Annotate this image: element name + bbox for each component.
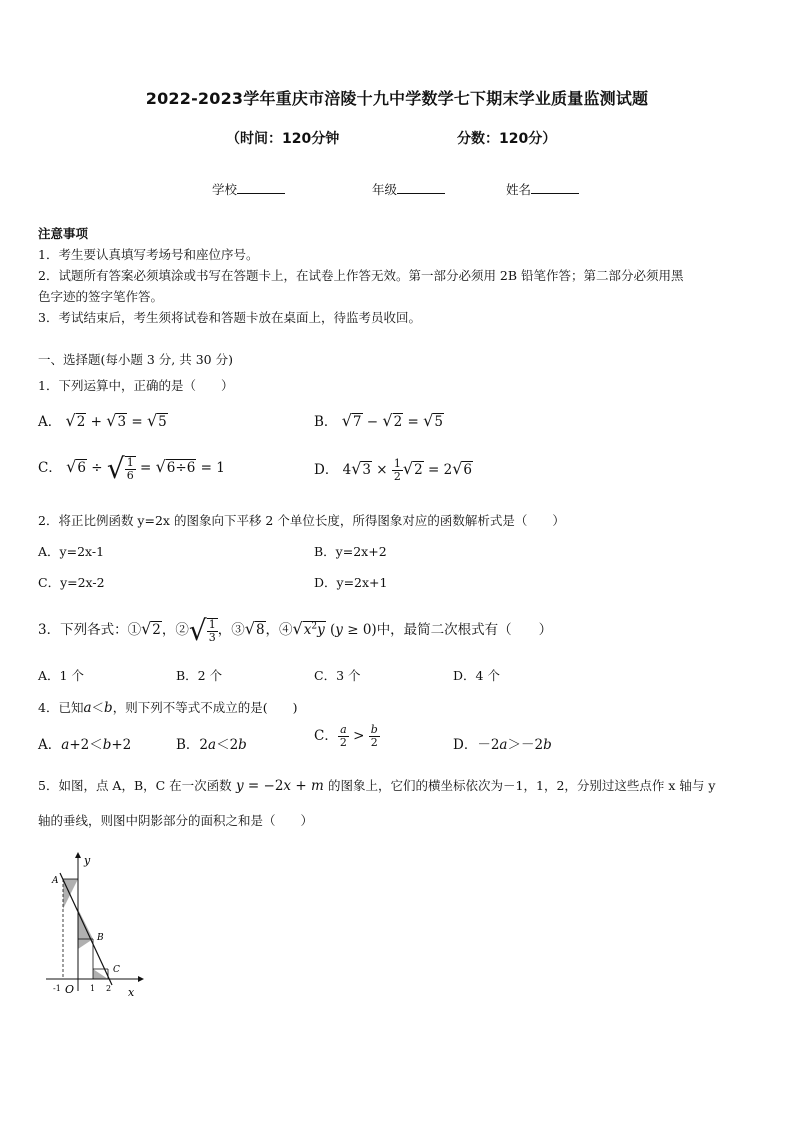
point-a-label: A [52,876,59,886]
name-blank [531,181,579,194]
q1-option-c: C． √6 ÷ √ $\frac{1}{6}$ = √6÷6 = 1 [38,452,225,485]
point-c-label: C [113,965,120,975]
school-blank [237,181,285,194]
section-heading: 一、选择题(每小题 3 分, 共 30 分) [38,352,233,367]
q5-stem-line2: 轴的垂线，则图中阴影部分的面积之和是（ ） [38,813,314,828]
notes-item-2a: 2．试题所有答案必须填涂或书写在答题卡上，在试卷上作答无效。第一部分必须用 2B 铅笔作答；第二部分必须用黑 [38,268,684,283]
q1-stem: 1．下列运算中，正确的是（ ） [38,378,234,393]
q3-option-d: D．4 个 [453,668,500,683]
notes-item-1: 1．考生要认真填写考场号和座位序号。 [38,247,259,262]
q5-stem-line1: 5．如图，点 A，B，C 在一次函数 y = −2x + m 的图象上，它们的横坐标依次为－1，1，2，分别过这些点作 x 轴与 y [38,778,716,794]
q3-option-a: A．1 个 [38,668,84,683]
q4-option-d: D．－2a＞－2b [453,737,552,753]
tick-2: 2 [106,984,112,993]
q3-stem: 3．下列各式：①√2，②√ $\frac{1}{3}$ ，③√8，$④√x^2y$ (y ≥ 0)中，最简二次根式有（ ） [38,614,553,647]
x-axis-arrow-icon [138,976,144,982]
q2-option-c: C．y=2x-2 [38,575,105,590]
school-label: 学校 [212,182,238,197]
q3-option-b: B．2 个 [176,668,223,683]
point-b-label: B [97,933,104,943]
grade-field [372,180,445,198]
function-line [60,873,112,985]
exam-score: 分数：120分） [457,131,557,147]
page-title: 2022-2023学年重庆市涪陵十九中学数学七下期末学业质量监测试题 [145,89,649,108]
q1-option-b: B． √7 − √2 = √5 [314,411,443,430]
q1-option-a: A． √2 + √3 = √5 [38,411,167,430]
q2-option-a: A．y=2x-1 [38,544,105,559]
q2-option-d: D．y=2x+1 [314,575,388,590]
q4-stem: 4．已知a＜b，则下列不等式不成立的是( ) [38,700,298,716]
name-label: 姓名 [506,182,532,197]
notes-item-3: 3．考试结束后，考生须将试卷和答题卡放在桌面上，待监考员收回。 [38,310,421,325]
q4-option-c: C． $\frac{a}{2}$ > $\frac{b}{2}$ [314,723,378,749]
q2-option-b: B．y=2x+2 [314,544,387,559]
q2-stem: 2．将正比例函数 y=2x 的图象向下平移 2 个单位长度，所得图象对应的函数解析式是（ ） [38,513,565,528]
notes-heading: 注意事项 [38,226,89,241]
name-field [506,180,579,198]
x-axis-label: x [128,986,135,999]
notes-item-2b: 色字迹的签字笔作答。 [38,289,164,304]
tick-neg1: -1 [53,984,61,993]
origin-label: O [65,983,75,996]
y-axis-arrow-icon [75,852,81,858]
y-axis-label: y [84,854,91,867]
exam-time: （时间：120分钟 [226,131,340,147]
q4-option-b: B．2a＜2b [176,737,247,753]
tick-1: 1 [90,984,96,993]
q1-option-d: D． 4√3 × $\frac{1}{2}$ √2 = 2√6 [314,457,472,483]
q4-option-a: A．a+2＜b+2 [38,737,132,753]
school-field [212,180,285,198]
grade-blank [397,181,445,194]
grade-label: 年级 [372,182,398,197]
q5-figure [40,846,150,1002]
q3-option-c: C．3 个 [314,668,361,683]
